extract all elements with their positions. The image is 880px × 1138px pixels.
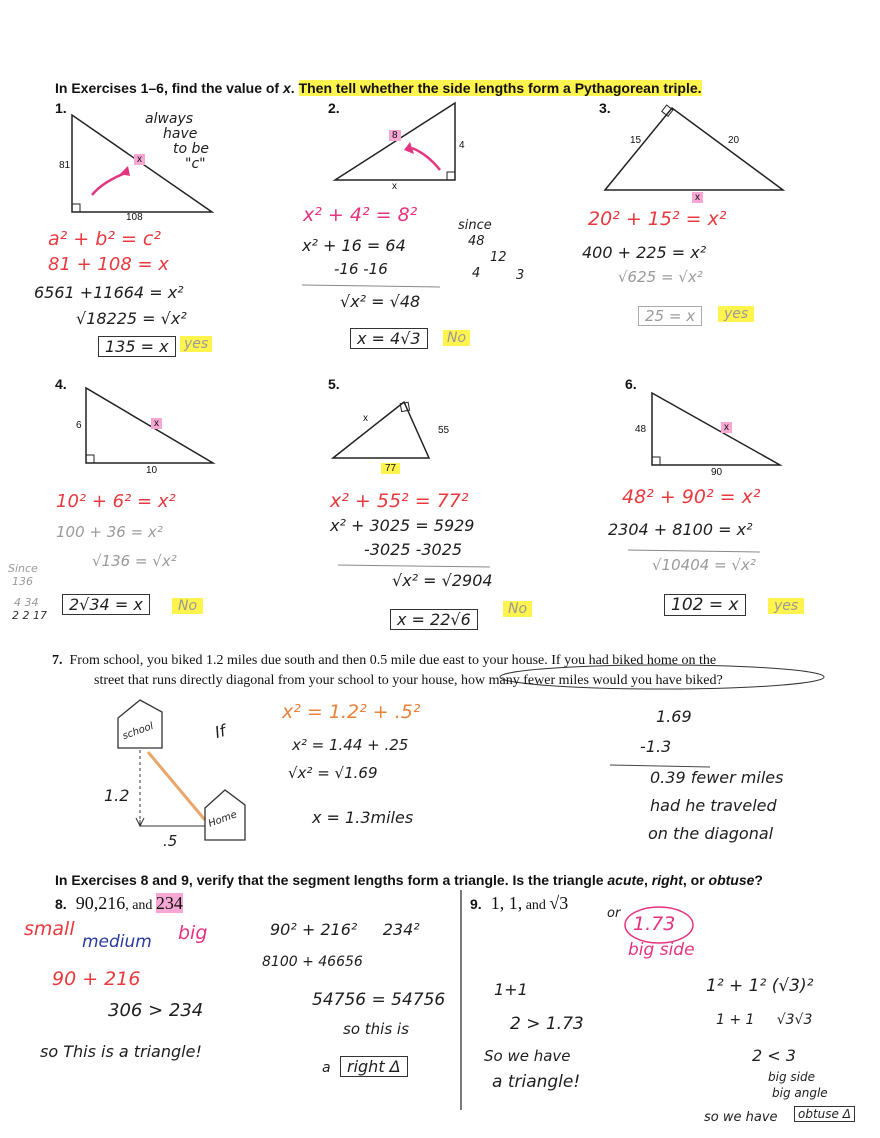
ex8-prompt: 8. 90,216, and 234 xyxy=(55,893,183,913)
ex1-note-l2: have xyxy=(163,126,198,142)
ex7-diff-3: 0.39 fewer miles xyxy=(650,768,784,787)
ex1-answer: yes xyxy=(180,336,212,352)
ex4-note-factors: 2 2 17 xyxy=(12,609,47,622)
ex9-or: or xyxy=(607,906,621,921)
ex6-work-3: √10404 = √x² xyxy=(652,556,756,574)
ex2-note-3: 3 xyxy=(516,268,525,283)
ex2-side-a: 4 xyxy=(459,140,465,151)
instr-part2: . xyxy=(290,80,299,96)
ex7-if-label: If xyxy=(212,720,228,743)
ex5-side-b: 55 xyxy=(438,425,450,436)
ex9-expand: 1 + 1 √3√3 xyxy=(716,1012,813,1028)
ex2-work-4: √x² = √48 xyxy=(340,292,421,311)
ex7-diff-2: -1.3 xyxy=(640,737,672,756)
instr89-sep1: , xyxy=(643,872,652,888)
ex2-answer-box: x = 4√3 xyxy=(350,328,428,349)
ex6-side-a: 48 xyxy=(635,424,647,435)
ex1-number: 1. xyxy=(55,100,67,116)
ex6-work-2: 2304 + 8100 = x² xyxy=(608,520,753,539)
ex2-work-2: x² + 16 = 64 xyxy=(302,236,406,255)
ex7-home-label: Home xyxy=(207,809,239,830)
instr-highlight: Then tell whether the side lengths form a Pythagorean triple. xyxy=(298,80,702,96)
ex7-diff-1: 1.69 xyxy=(656,707,692,726)
ex3-answer-box: 25 = x xyxy=(638,306,702,326)
ex3-work-3: √625 = √x² xyxy=(618,268,703,286)
instr-var: x xyxy=(282,80,291,96)
ex2-hyp: 8 xyxy=(389,130,401,141)
ex8-expand: 8100 + 46656 xyxy=(262,954,363,970)
ex1-work-2: 81 + 108 = x xyxy=(48,254,169,275)
ex2-work-3: -16 -16 xyxy=(334,260,388,278)
ex1-note-l1: always xyxy=(145,111,194,127)
ex1-side-b: 108 xyxy=(126,212,143,223)
ex4-side-b: 10 xyxy=(146,465,158,476)
ex2-answer: No xyxy=(443,330,470,346)
ex6-number: 6. xyxy=(625,376,637,392)
ex3-side-a: 15 xyxy=(630,135,642,146)
ex8-v2: 216 xyxy=(98,893,126,913)
ex5-number: 5. xyxy=(328,376,340,392)
ex8-conclusion: so This is a triangle! xyxy=(40,1042,202,1061)
ex3-answer: yes xyxy=(718,306,754,322)
ex8-and: , and xyxy=(125,898,156,913)
ex8-v1: 90 xyxy=(75,893,94,913)
ex7-text xyxy=(52,651,723,691)
ex9-less: 2 < 3 xyxy=(752,1046,796,1065)
ex2-note-since: since xyxy=(458,218,492,233)
ex2-note-4: 4 xyxy=(472,266,481,281)
ex2-number: 2. xyxy=(328,100,340,116)
ex8-compare: 306 > 234 xyxy=(108,1000,204,1021)
ex7-work-4: x = 1.3miles xyxy=(312,808,414,827)
ex4-note xyxy=(8,562,47,622)
ex7-line2b: how many fewer miles would you have biked? xyxy=(457,673,723,688)
ex4-number: 4. xyxy=(55,376,67,392)
instr89-obtuse: obtuse xyxy=(708,872,755,888)
ex9-prompt xyxy=(470,893,568,914)
ex2-note-48: 48 xyxy=(468,234,485,249)
instr89-sep2: , or xyxy=(682,872,709,888)
instr89-right: right xyxy=(651,872,683,888)
ex9-vals: 1, 1, xyxy=(490,893,523,913)
ex1-work-4: √18225 = √x² xyxy=(76,309,187,328)
ex8-label-small: small xyxy=(24,918,75,940)
ex2-note xyxy=(456,218,524,284)
ex4-work-3: √136 = √x² xyxy=(92,552,177,570)
ex4-note-4-34: 4 34 xyxy=(14,596,39,609)
ex8-a: a xyxy=(322,1060,331,1076)
ex4-work-2: 100 + 36 = x² xyxy=(56,523,163,541)
ex9-sum: 1+1 xyxy=(494,980,528,999)
ex5-answer: No xyxy=(503,601,532,617)
ex7-work-3: √x² = √1.69 xyxy=(288,764,378,782)
ex8-right-box: right Δ xyxy=(340,1056,408,1077)
ex3-number: 3. xyxy=(599,100,611,116)
ex6-work-1: 48² + 90² = x² xyxy=(622,486,761,508)
ex8-label-medium: medium xyxy=(82,932,152,952)
ex7-diff-4: had he traveled xyxy=(650,796,777,815)
ex9-number: 9. xyxy=(470,896,482,912)
ex2-note-12: 12 xyxy=(490,250,507,265)
ex7-east-len: .5 xyxy=(163,832,178,850)
ex2-work-1: x² + 4² = 8² xyxy=(303,204,418,226)
ex9-and: and xyxy=(522,898,550,913)
ex3-work-2: 400 + 225 = x² xyxy=(582,243,707,262)
ex8-v3: 234 xyxy=(155,893,183,913)
ex1-side-a: 81 xyxy=(59,160,71,171)
ex5-work-1: x² + 55² = 77² xyxy=(330,490,469,512)
ex6-answer-box: 102 = x xyxy=(664,594,746,616)
ex9-so-we: so we have xyxy=(704,1110,778,1125)
ex7-number: 7. xyxy=(52,653,63,668)
ex9-squares: 1² + 1² (√3)² xyxy=(706,976,814,996)
ex5-work-3: -3025 -3025 xyxy=(364,540,463,559)
ex4-answer-box: 2√34 = x xyxy=(62,594,150,615)
ex8-squares: 90² + 216² 234² xyxy=(270,920,420,939)
ex3-hyp: x xyxy=(692,192,703,203)
ex9-compare: 2 > 1.73 xyxy=(510,1014,584,1034)
instructions-8-9 xyxy=(55,872,763,888)
ex7-work-1: x² = 1.2² + .5² xyxy=(282,701,421,723)
ex8-label-big: big xyxy=(178,922,208,944)
ex9-circled: 1.73 xyxy=(633,913,676,935)
ex7-south-len: 1.2 xyxy=(104,786,130,805)
ex6-side-b: 90 xyxy=(711,467,723,478)
ex3-side-b: 20 xyxy=(728,135,740,146)
ex1-answer-box: 135 = x xyxy=(98,336,176,357)
ex6-hyp: x xyxy=(721,422,732,433)
ex9-big-side: big side xyxy=(628,940,695,960)
ex9-root: √3 xyxy=(549,893,569,913)
ex5-work-2: x² + 3025 = 5929 xyxy=(330,516,475,535)
ex1-note-l3: to be xyxy=(173,141,210,157)
ex2-side-b: x xyxy=(392,181,397,192)
instr89-end: ? xyxy=(754,872,763,888)
ex1-work-1: a² + b² = c² xyxy=(48,228,161,250)
ex5-side-a: x xyxy=(363,413,368,424)
ex8-so: so this is xyxy=(343,1020,409,1038)
ex9-big-angle: big angle xyxy=(772,1086,828,1100)
ex5-answer-box: x = 22√6 xyxy=(390,609,478,630)
ex3-work-1: 20² + 15² = x² xyxy=(588,208,727,230)
ex8-sum: 90 + 216 xyxy=(52,968,141,990)
instr-part1: In Exercises 1–6, find the value of xyxy=(55,80,283,96)
ex7-work-2: x² = 1.44 + .25 xyxy=(292,736,409,754)
ex7-school-label: school xyxy=(121,720,155,743)
ex1-work-3: 6561 +11664 = x² xyxy=(34,283,184,302)
instr89-acute: acute xyxy=(607,872,644,888)
ex6-answer: yes xyxy=(768,598,804,614)
ex7-line1: From school, you biked 1.2 miles due south and then 0.5 mile due east to your house. If you had biked home on the xyxy=(69,653,717,668)
ex5-work-4: √x² = √2904 xyxy=(392,571,493,590)
ex5-hyp: 77 xyxy=(381,463,400,474)
ex8-number: 8. xyxy=(55,896,67,912)
ex4-answer: No xyxy=(172,598,203,614)
ex4-hyp: x xyxy=(151,418,162,429)
ex9-obtuse-box: obtuse Δ xyxy=(794,1106,855,1122)
ex9-concl-2: a triangle! xyxy=(492,1072,581,1092)
ex1-note xyxy=(145,112,225,172)
ex8-equal: 54756 = 54756 xyxy=(312,990,446,1010)
ex9-concl-1: So we have xyxy=(484,1047,571,1065)
ex4-side-a: 6 xyxy=(76,420,82,431)
ex4-note-since: Since xyxy=(8,562,38,575)
ex4-work-1: 10² + 6² = x² xyxy=(56,491,176,512)
ex9-big-side-2: big side xyxy=(768,1070,815,1084)
ex7-line2a: street that runs directly diagonal from your school to your house, xyxy=(94,673,458,688)
ex4-note-136: 136 xyxy=(12,575,33,588)
ex7-diff-5: on the diagonal xyxy=(648,824,774,843)
ex1-note-l4: "c" xyxy=(185,156,206,172)
ex1-hyp: x xyxy=(134,154,145,165)
instr89-a: In Exercises 8 and 9, verify that the segment lengths form a triangle. Is the triangle xyxy=(55,872,608,888)
